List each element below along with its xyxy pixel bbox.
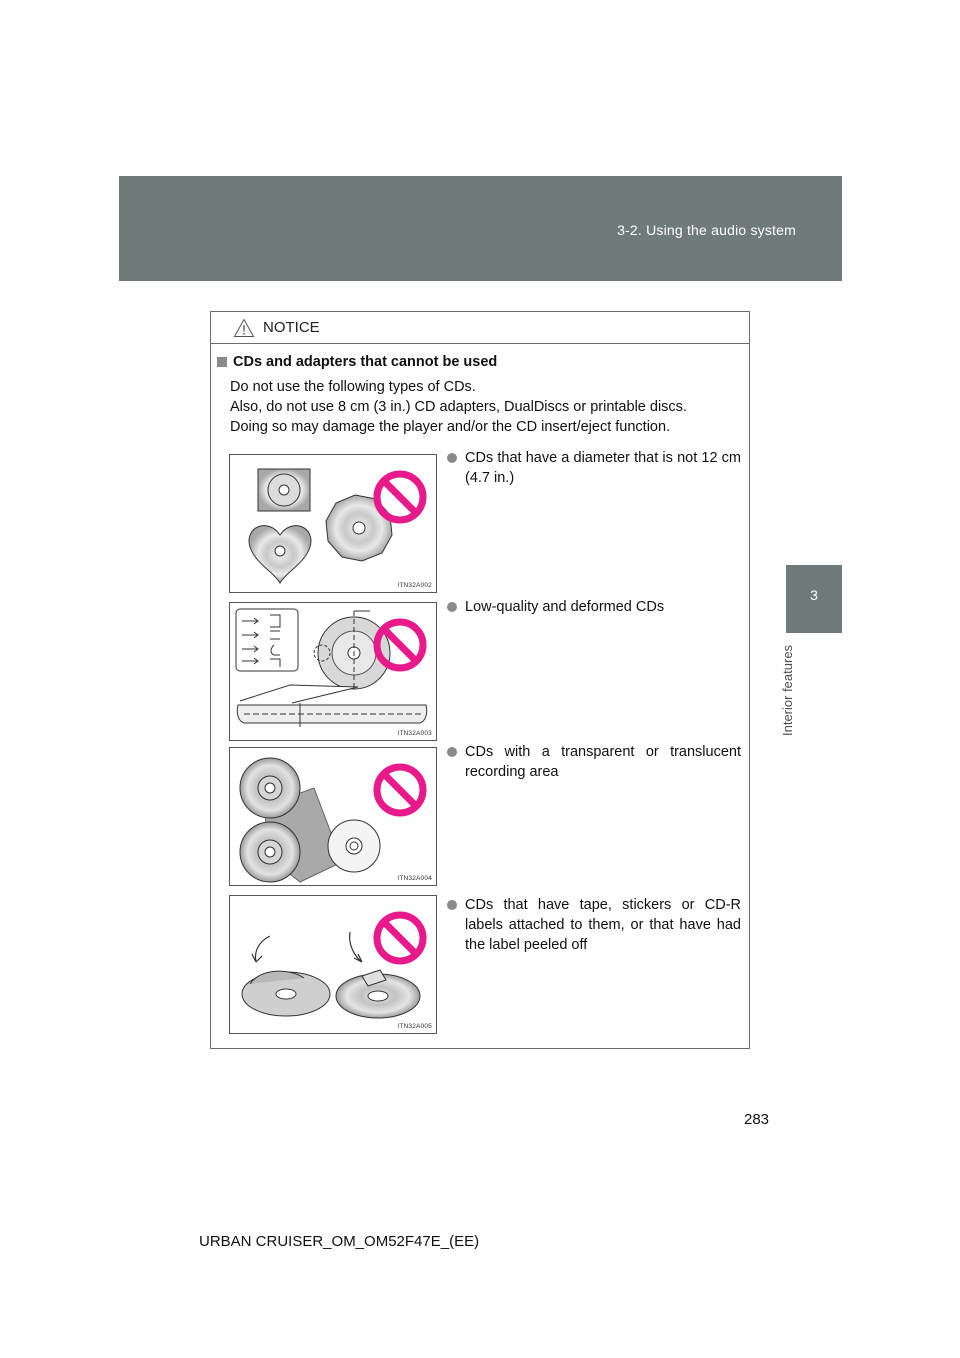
chapter-number: 3 (810, 587, 818, 603)
figure-transparent-cds (229, 747, 437, 886)
notice-heading (217, 354, 497, 370)
intro-line: Do not use the following types of CDs. (230, 379, 476, 395)
item-transparent-cds (447, 742, 741, 782)
header-band (119, 176, 842, 281)
figure-code: ITN32A004 (397, 875, 432, 882)
footer-code: URBAN CRUISER_OM_OM52F47E_(EE) (199, 1233, 480, 1250)
warning-triangle-icon (233, 318, 255, 338)
page-number: 283 (744, 1111, 770, 1128)
square-bullet-icon (217, 357, 227, 367)
notice-intro (230, 377, 740, 437)
round-bullet-icon (447, 900, 457, 910)
notice-box (210, 311, 750, 1049)
notice-header (211, 312, 749, 344)
figure-labelled-cds (229, 895, 437, 1034)
round-bullet-icon (447, 602, 457, 612)
section-title: 3-2. Using the audio system (617, 222, 796, 238)
chapter-label: Interior features (780, 645, 795, 737)
item-labelled-cds (447, 895, 741, 955)
round-bullet-icon (447, 453, 457, 463)
item-text: CDs that have tape, stickers or CD-R labels attached to them, or that have had the label peeled off (465, 897, 741, 953)
figure-code: ITN32A005 (397, 1023, 432, 1030)
item-text: Low-quality and deformed CDs (465, 599, 665, 615)
notice-title: NOTICE (263, 319, 320, 336)
figure-deformed-cds (229, 602, 437, 741)
figure-non-standard-cds (229, 454, 437, 593)
item-text: CDs with a transparent or translucent recording area (465, 744, 741, 780)
item-text: CDs that have a diameter that is not 12 cm (4.7 in.) (465, 450, 741, 486)
intro-line: Doing so may damage the player and/or the CD insert/eject function. (230, 419, 671, 435)
item-non-standard-cds (447, 448, 741, 488)
notice-heading-text: CDs and adapters that cannot be used (233, 354, 498, 370)
figure-code: ITN32A002 (397, 582, 432, 589)
chapter-tab (786, 565, 842, 633)
round-bullet-icon (447, 747, 457, 757)
item-deformed-cds (447, 597, 741, 617)
intro-line: Also, do not use 8 cm (3 in.) CD adapters, DualDiscs or printable discs. (230, 399, 687, 415)
figure-code: ITN32A003 (397, 730, 432, 737)
